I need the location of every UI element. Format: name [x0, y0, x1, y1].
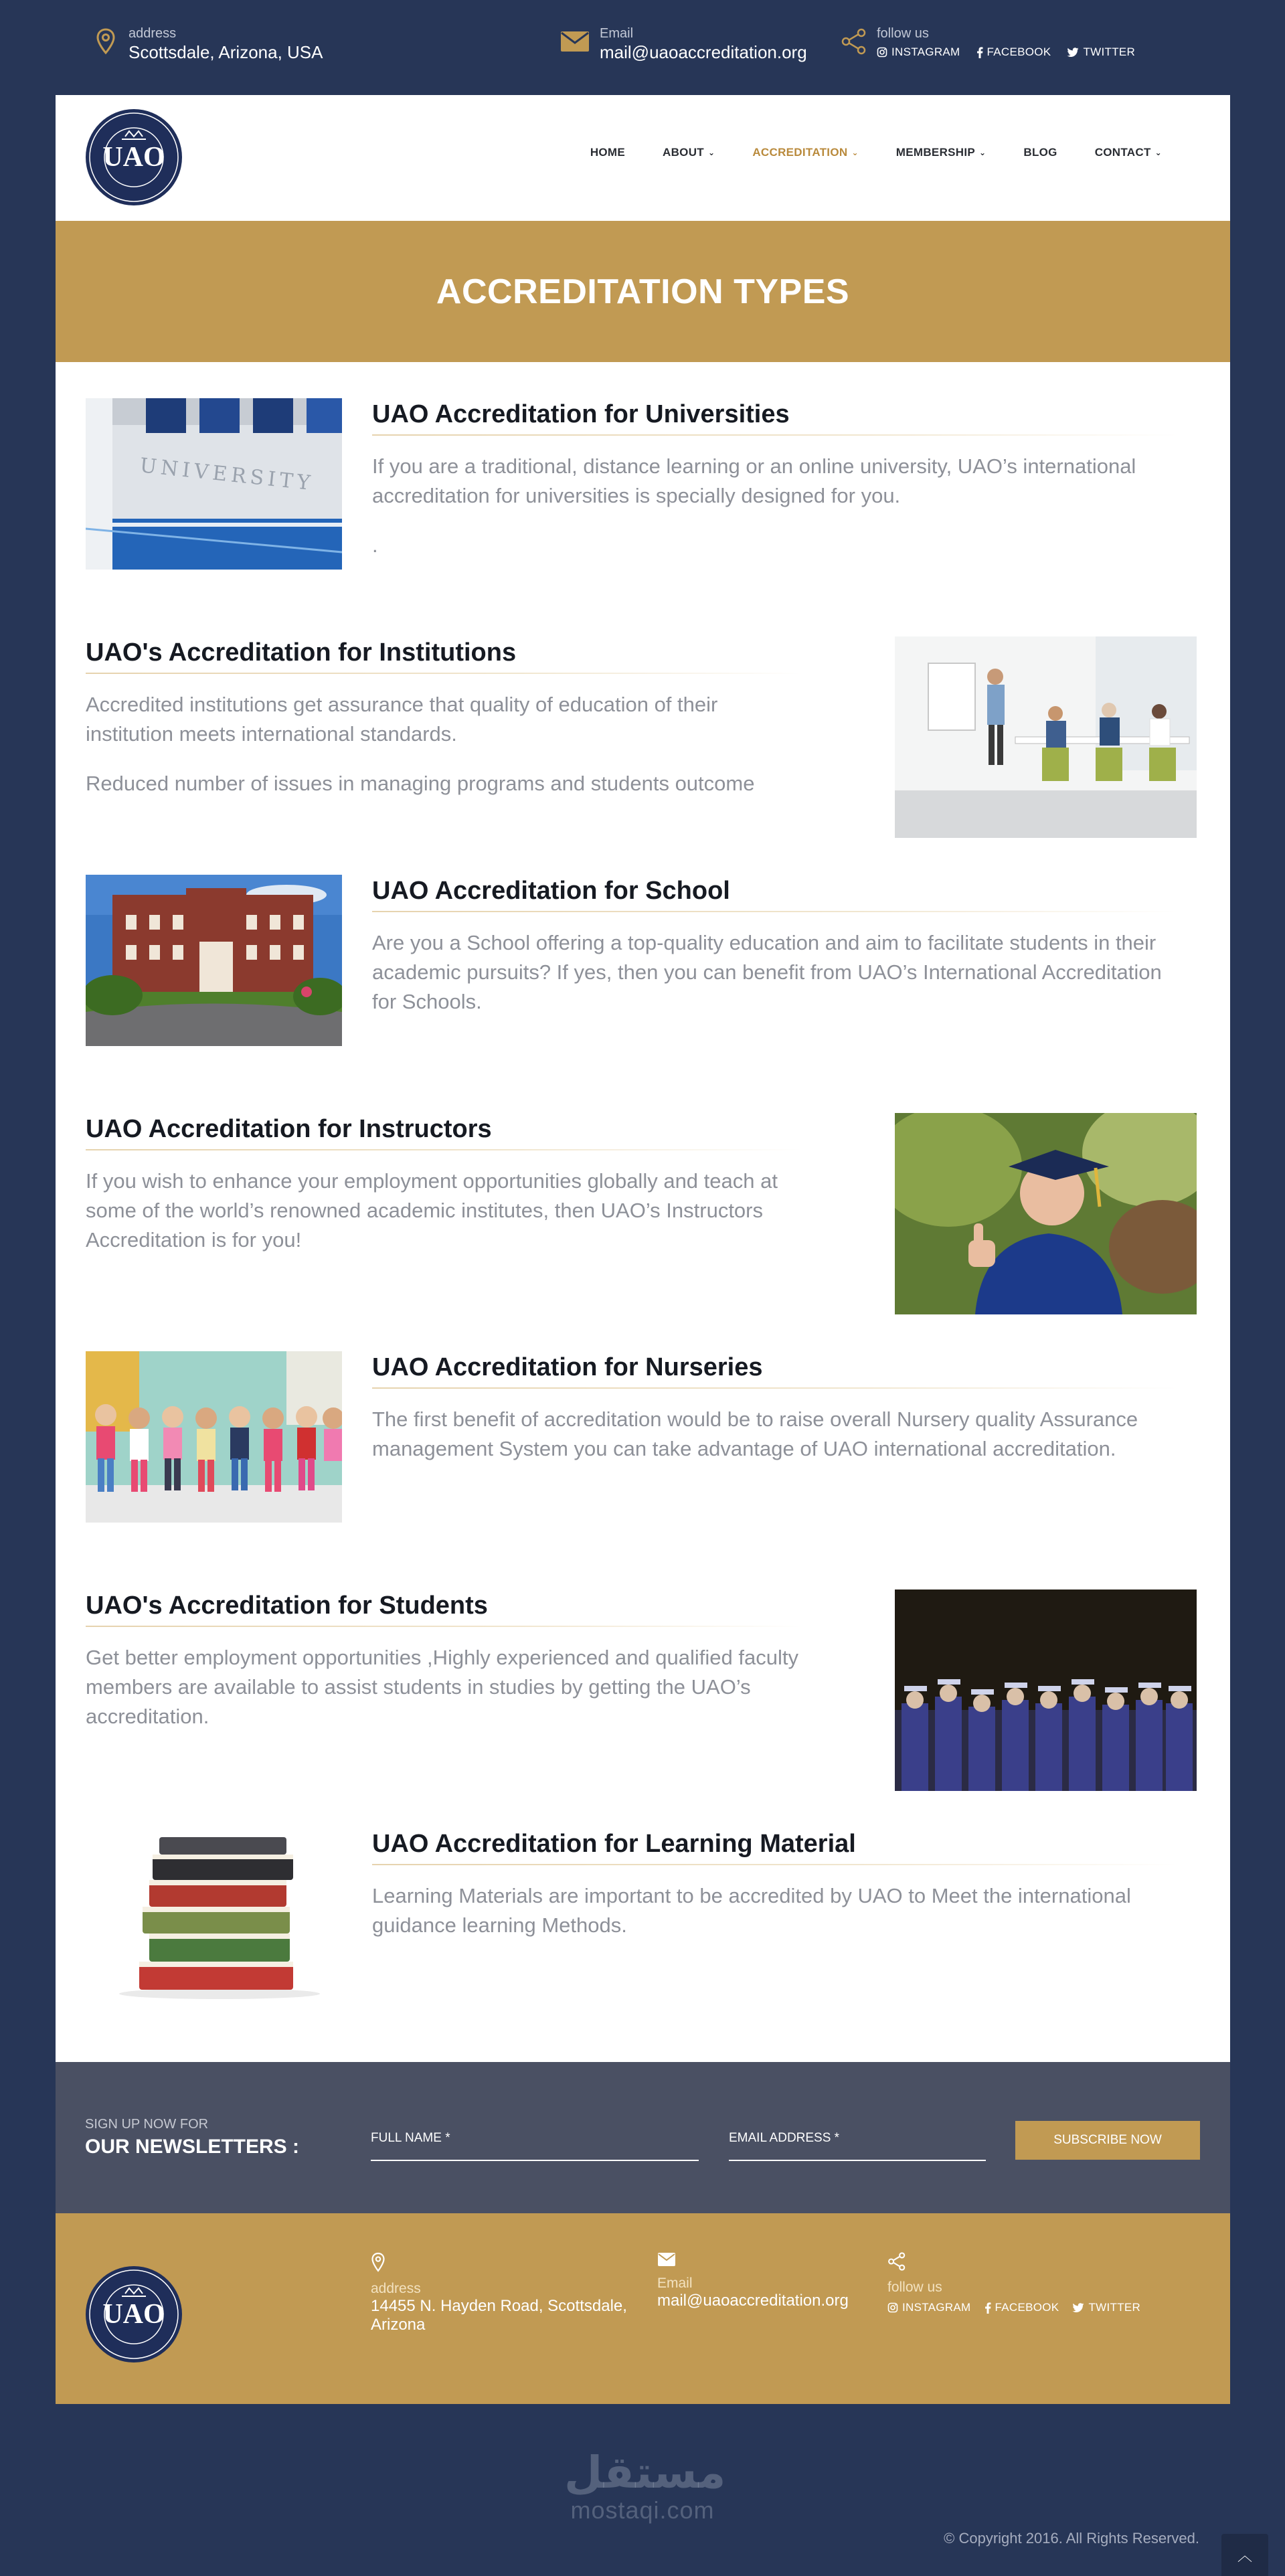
section-paragraph: The first benefit of accreditation would be to raise overall Nursery quality Assurance management System you can take advantage of UAO international accreditation.	[372, 1407, 1138, 1460]
footer-address-value: 14455 N. Hayden Road, Scottsdale, Arizona	[371, 2297, 627, 2334]
section-title: UAO Accreditation for Nurseries	[372, 1353, 763, 1381]
section-students-text	[86, 1590, 803, 1751]
page-title: ACCREDITATION TYPES	[436, 272, 850, 311]
watermark-latin: mostaqi.com	[570, 2496, 715, 2524]
copyright-text: © Copyright 2016. All Rights Reserved.	[944, 2530, 1199, 2547]
nav-accreditation[interactable]	[734, 146, 877, 159]
envelope-icon	[560, 25, 590, 58]
section-paragraph: Accredited institutions get assurance that quality of education of their institution meets international standards.	[86, 693, 718, 746]
full-name-field-wrapper	[371, 2118, 699, 2161]
section-paragraph: Learning Materials are important to be accredited by UAO to Meet the international guidance learning Methods.	[372, 1884, 1131, 1937]
section-students	[86, 1590, 1200, 1828]
chevron-down-icon: ⌄	[851, 148, 859, 157]
nav-blog-label: BLOG	[1023, 146, 1057, 159]
topbar-address	[92, 25, 323, 63]
section-paragraph: Are you a School offering a top-quality education and aim to facilitate students in their academic pursuits? If yes, then you can benefit from UAO’s International Accreditation for Schools.	[372, 931, 1162, 1013]
twitter-link[interactable]	[1067, 46, 1135, 59]
chevron-up-icon: ︿	[1237, 2547, 1252, 2564]
section-learning-material	[86, 1828, 1200, 2022]
section-paragraph: .	[372, 533, 378, 557]
footer-uao-seal-logo[interactable]	[85, 2265, 183, 2363]
nav-home[interactable]	[572, 146, 644, 159]
title-divider	[372, 1387, 1179, 1389]
section-title: UAO's Accreditation for Students	[86, 1592, 488, 1620]
nav-accreditation-label: ACCREDITATION	[752, 146, 848, 159]
newsletter-heading: OUR NEWSLETTERS :	[85, 2136, 299, 2158]
footer-follow-label: follow us	[887, 2280, 942, 2295]
footer-email-label: Email	[657, 2276, 693, 2291]
section-paragraph: Reduced number of issues in managing programs and students outcome	[86, 772, 755, 795]
main-menu	[572, 146, 1181, 159]
email-field-wrapper	[729, 2118, 986, 2161]
section-paragraph: Get better employment opportunities ,Highly experienced and qualified faculty members are available to assist students in studies by getting the UAO’s accreditation.	[86, 1646, 798, 1728]
map-pin-icon	[92, 25, 119, 58]
nav-membership[interactable]	[877, 146, 1005, 159]
nav-contact-label: CONTACT	[1094, 146, 1151, 159]
accreditation-list	[56, 362, 1230, 2062]
section-universities-text	[372, 398, 1179, 580]
svg-text:UAO: UAO	[102, 142, 165, 173]
nav-contact[interactable]	[1076, 146, 1181, 159]
twitter-label: TWITTER	[1083, 46, 1136, 58]
facebook-icon	[984, 2302, 991, 2314]
section-title: UAO's Accreditation for Institutions	[86, 638, 517, 667]
facebook-icon	[976, 47, 983, 58]
university-building-image	[86, 398, 342, 570]
title-divider	[372, 1864, 1179, 1865]
instagram-icon	[877, 47, 887, 58]
section-instructors-text	[86, 1113, 803, 1275]
section-nurseries	[86, 1351, 1200, 1590]
footer-address-label: address	[371, 2281, 421, 2296]
graduate-thumbs-up-image	[895, 1113, 1197, 1314]
topbar-email	[560, 25, 807, 63]
meeting-room-image	[895, 636, 1197, 838]
site-header	[56, 95, 1230, 221]
footer-facebook-link[interactable]	[984, 2301, 1059, 2314]
newsletter-kicker: SIGN UP NOW FOR	[85, 2117, 209, 2132]
footer-instagram-label: INSTAGRAM	[902, 2301, 971, 2314]
instagram-link[interactable]	[877, 46, 960, 59]
section-school	[86, 875, 1200, 1113]
section-title: UAO Accreditation for School	[372, 877, 730, 905]
footer-facebook-label: FACEBOOK	[995, 2301, 1059, 2314]
section-paragraph: If you wish to enhance your employment opportunities globally and teach at some of the world’s renowned academic institutes, then UAO’s Instructors Accreditation is for you!	[86, 1169, 778, 1252]
title-divider	[372, 911, 1179, 912]
envelope-icon	[657, 2252, 676, 2267]
address-value: Scottsdale, Arizona, USA	[128, 42, 323, 62]
email-label: Email	[600, 26, 634, 41]
chevron-down-icon: ⌄	[1154, 148, 1162, 157]
top-info-bar	[0, 0, 1285, 95]
section-learning-material-text	[372, 1828, 1179, 1960]
nav-blog[interactable]	[1005, 146, 1076, 159]
share-icon	[887, 2252, 906, 2271]
share-icon	[841, 25, 867, 58]
email-value[interactable]: mail@uaoaccreditation.org	[600, 42, 807, 62]
subscribe-button[interactable]: SUBSCRIBE NOW	[1015, 2121, 1200, 2160]
section-school-text	[372, 875, 1179, 1037]
map-pin-icon	[371, 2252, 386, 2272]
twitter-icon	[1067, 48, 1079, 58]
topbar-follow	[841, 25, 1135, 59]
footer-follow	[887, 2252, 1169, 2314]
svg-text:UAO: UAO	[102, 2299, 165, 2330]
section-universities	[86, 398, 1200, 636]
nav-about[interactable]	[644, 146, 734, 159]
nav-membership-label: MEMBERSHIP	[895, 146, 976, 159]
school-building-image	[86, 875, 342, 1046]
page-banner	[56, 221, 1230, 362]
back-to-top-button[interactable]	[1221, 2534, 1268, 2576]
address-label: address	[128, 26, 177, 41]
email-address-input[interactable]	[729, 2118, 986, 2158]
site-footer	[56, 2213, 1230, 2404]
watermark-arabic: مستقل	[564, 2447, 726, 2498]
newsletter-signup	[56, 2062, 1230, 2213]
section-title: UAO Accreditation for Universities	[372, 400, 790, 428]
twitter-icon	[1072, 2303, 1084, 2313]
footer-instagram-link[interactable]	[887, 2301, 971, 2314]
footer-twitter-label: TWITTER	[1088, 2301, 1141, 2314]
chevron-down-icon: ⌄	[979, 148, 987, 157]
footer-twitter-link[interactable]	[1072, 2301, 1140, 2314]
uao-seal-logo[interactable]	[85, 108, 183, 206]
section-nurseries-text	[372, 1351, 1179, 1484]
chevron-down-icon: ⌄	[707, 148, 715, 157]
mostaql-watermark	[564, 2447, 726, 2524]
footer-social-links	[887, 2301, 1169, 2314]
follow-label: follow us	[877, 26, 929, 41]
footer-address	[371, 2252, 632, 2334]
footer-email	[657, 2252, 871, 2310]
full-name-input[interactable]	[371, 2118, 699, 2158]
topbar-social-links	[877, 46, 1135, 59]
facebook-link[interactable]	[976, 46, 1051, 59]
title-divider	[372, 434, 1179, 436]
title-divider	[86, 1626, 803, 1627]
instagram-icon	[887, 2302, 898, 2313]
section-title: UAO Accreditation for Learning Material	[372, 1830, 856, 1858]
nav-home-label: HOME	[590, 146, 626, 159]
section-institutions-text	[86, 636, 803, 819]
section-instructors	[86, 1113, 1200, 1351]
nursery-children-image	[86, 1351, 342, 1523]
university-sign-text: UNIVERSITY	[139, 454, 316, 496]
title-divider	[86, 673, 803, 674]
facebook-label: FACEBOOK	[987, 46, 1051, 58]
instagram-label: INSTAGRAM	[891, 46, 960, 58]
graduation-crowd-image	[895, 1590, 1197, 1791]
main-container	[56, 95, 1230, 2404]
title-divider	[86, 1149, 803, 1150]
nav-about-label: ABOUT	[663, 146, 704, 159]
footer-email-value[interactable]: mail@uaoaccreditation.org	[657, 2292, 849, 2310]
section-title: UAO Accreditation for Instructors	[86, 1115, 492, 1143]
book-stack-image	[86, 1828, 342, 1999]
section-paragraph: If you are a traditional, distance learning or an online university, UAO’s international accreditation for universities is specially designed for you.	[372, 454, 1136, 507]
section-institutions	[86, 636, 1200, 875]
